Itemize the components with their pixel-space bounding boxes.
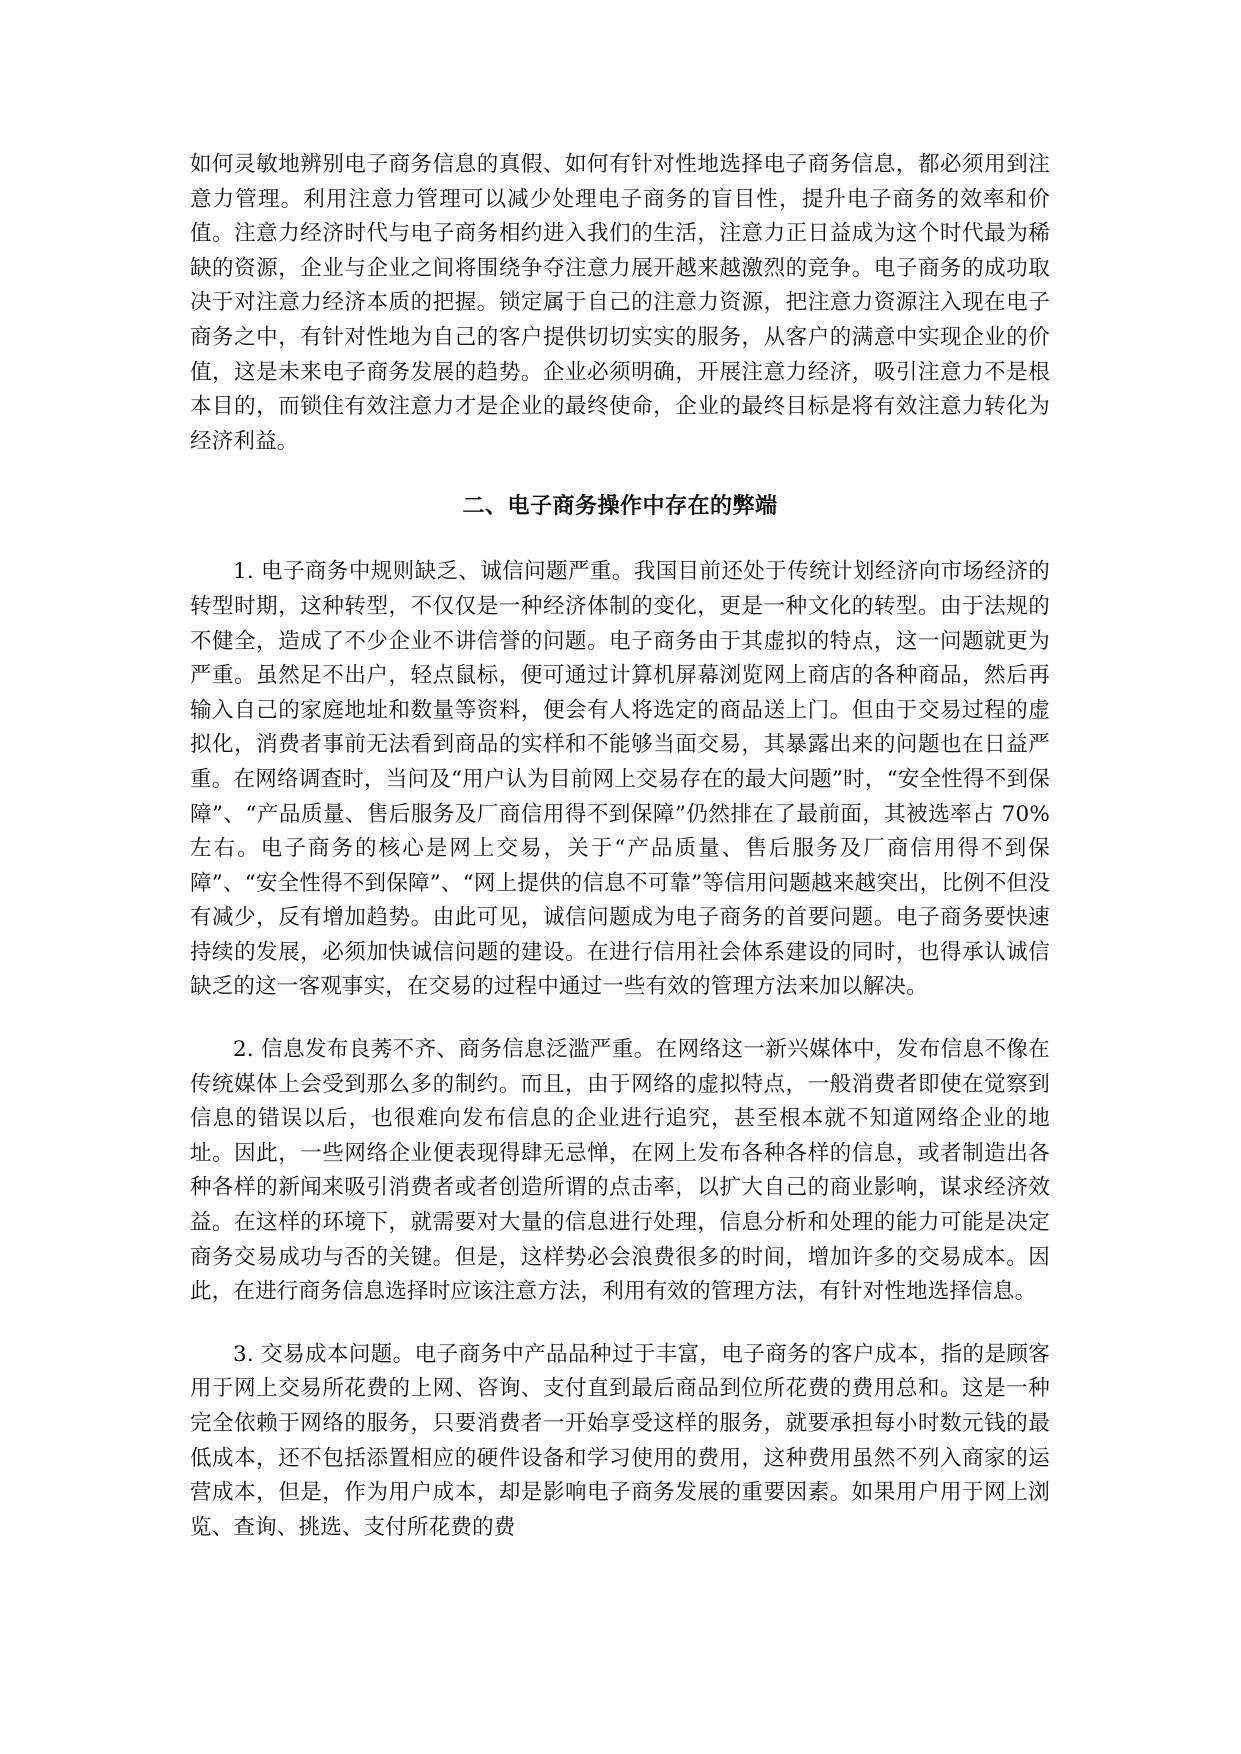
paragraph-2: 2. 信息发布良莠不齐、商务信息泛滥严重。在网络这一新兴媒体中，发布信息不像在传统媒体上会受到那么多的制约。而且，由于网络的虚拟特点，一般消费者即使在觉察到信息的错误以后，也很难向发布信息的企业进行追究，甚至根本就不知道网络企业的地址。因此，一些网络企业便表现得肆无忌惮，在网上发布各种各样的信息，或者制造出各种各样的新闻来吸引消费者或者创造所谓的点击率，以扩大自己的商业影响，谋求经济效益。在这样的环境下，就需要对大量的信息进行处理，信息分析和处理的能力可能是决定商务交易成功与否的关键。但是，这样势必会浪费很多的时间，增加许多的交易成本。因此，在进行商务信息选择时应该注意方法，利用有效的管理方法，有针对性地选择信息。 xyxy=(190,1037,1050,1305)
paragraph-1: 1. 电子商务中规则缺乏、诚信问题严重。我国目前还处于传统计划经济向市场经济的转型时期，这种转型，不仅仅是一种经济体制的变化，更是一种文化的转型。由于法规的不健全，造成了不少企业不讲信誉的问题。电子商务由于其虚拟的特点，这一问题就更为严重。虽然足不出户，轻点鼠标，便可通过计算机屏幕浏览网上商店的各种商品，然后再输入自己的家庭地址和数量等资料，便会有人将选定的商品送上门。但由于交易过程的虚拟化，消费者事前无法看到商品的实样和不能够当面交易，其暴露出来的问题也在日益严重。在网络调查时，当问及“用户认为目前网上交易存在的最大问题”时，“安全性得不到保障”、“产品质量、售后服务及厂商信用得不到保障”仍然排在了最前面，其被选率占 70%左右。电子商务的核心是网上交易，关于“产品质量、售后服务及厂商信用得不到保障”、“安全性得不到保障”、“网上提供的信息不可靠”等信用问题越来越突出，比例不但没有减少，反有增加趋势。由此可见，诚信问题成为电子商务的首要问题。电子商务要快速持续的发展，必须加快诚信问题的建设。在进行信用社会体系建设的同时，也得承认诚信缺乏的这一客观事实，在交易的过程中通过一些有效的管理方法来加以解决。 xyxy=(190,559,1050,1000)
paragraph-3: 3. 交易成本问题。电子商务中产品品种过于丰富，电子商务的客户成本，指的是顾客用于网上交易所花费的上网、咨询、支付直到最后商品到位所花费的费用总和。这是一种完全依赖于网络的服务，只要消费者一开始享受这样的服务，就要承担每小时数元钱的最低成本，还不包括添置相应的硬件设备和学习使用的费用，这种费用虽然不列入商家的运营成本，但是，作为用户成本，却是影响电子商务发展的重要因素。如果用户用于网上浏览、查询、挑选、支付所花费的费 xyxy=(190,1341,1050,1540)
intro-paragraph: 如何灵敏地辨别电子商务信息的真假、如何有针对性地选择电子商务信息，都必须用到注意力管理。利用注意力管理可以减少处理电子商务的盲目性，提升电子商务的效率和价值。注意力经济时代与电子商务相约进入我们的生活，注意力正日益成为这个时代最为稀缺的资源，企业与企业之间将围绕争夺注意力展开越来越激烈的竞争。电子商务的成功取决于对注意力经济本质的把握。锁定属于自己的注意力资源，把注意力资源注入现在电子商务之中，有针对性地为自己的客户提供切切实实的服务，从客户的满意中实现企业的价值，这是未来电子商务发展的趋势。企业必须明确，开展注意力经济，吸引注意力不是根本目的，而锁住有效注意力才是企业的最终使命，企业的最终目标是将有效注意力转化为经济利益。 xyxy=(190,152,1050,454)
section-heading: 二、电子商务操作中存在的弊端 xyxy=(462,493,778,520)
document-body xyxy=(190,148,1050,1545)
